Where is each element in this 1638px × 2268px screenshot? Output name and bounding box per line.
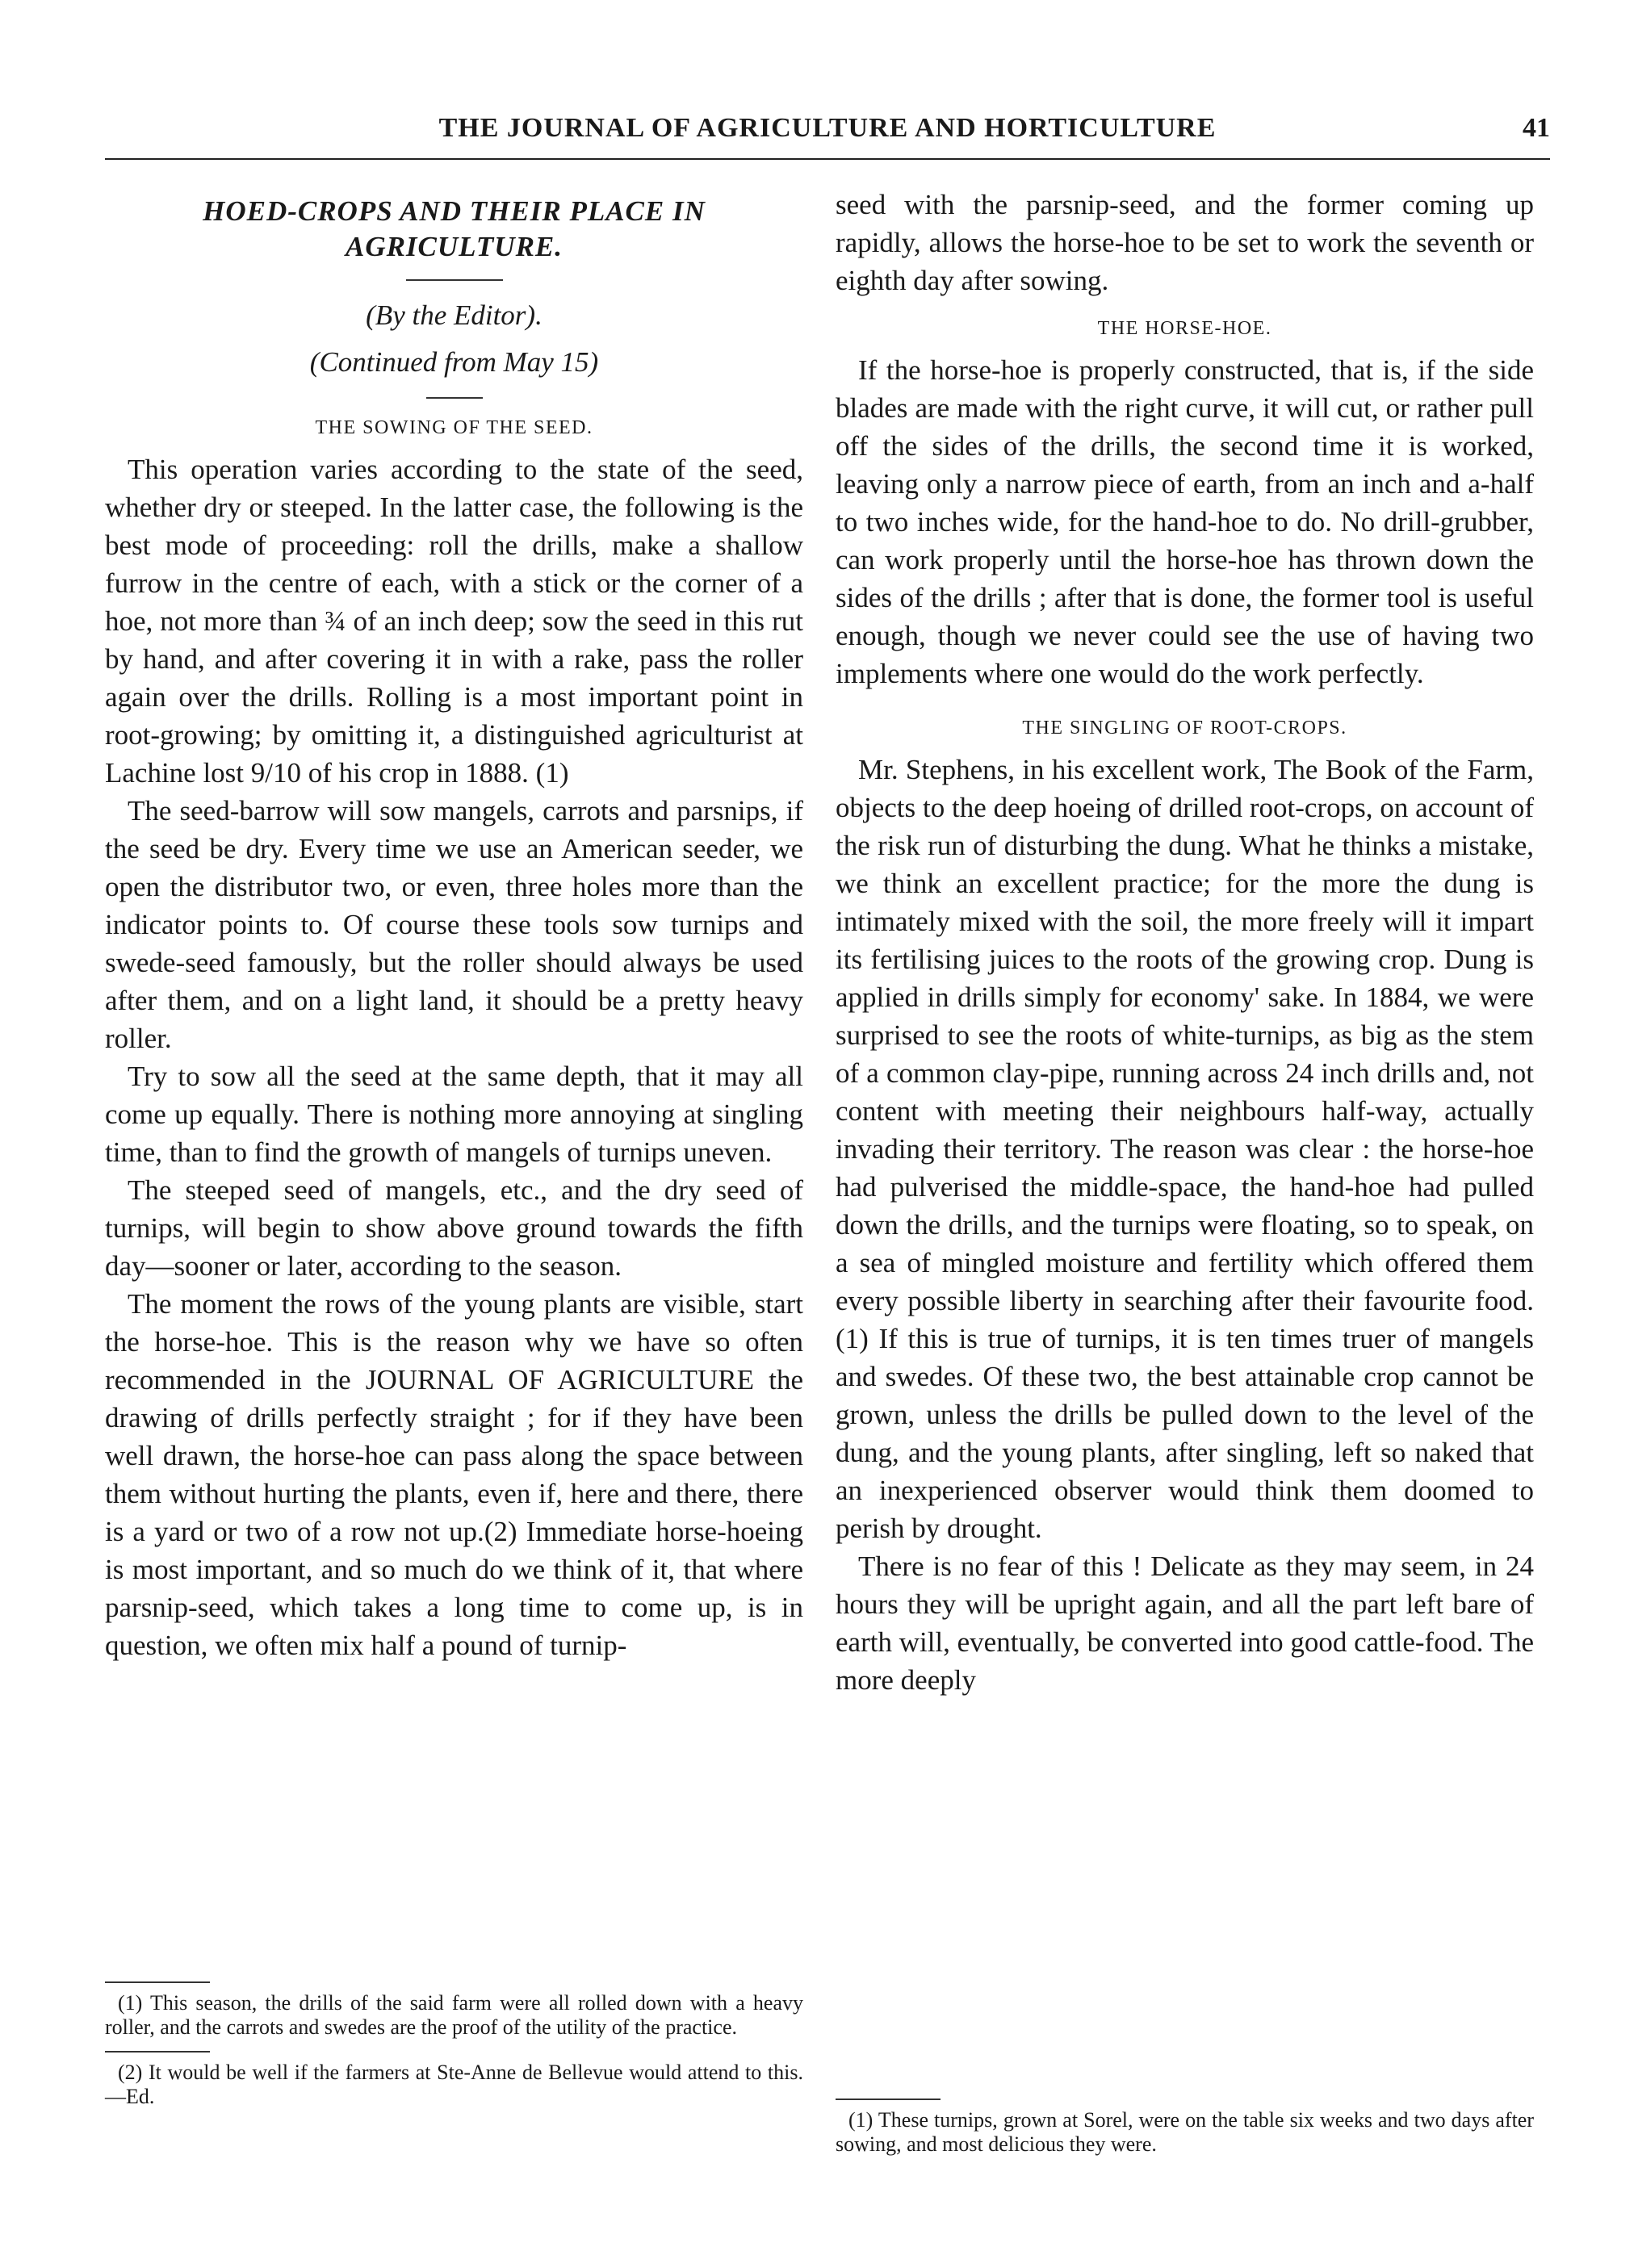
section-heading-horse-hoe: THE HORSE-HOE. [1097, 318, 1272, 339]
journal-title: THE JOURNAL OF AGRICULTURE AND HORTICULTURE [438, 113, 1217, 143]
left-column [105, 186, 803, 1664]
footnote: (1) This season, the drills of the said farm were all rolled down with a heavy roller, and the carrots and swedes are the proof of the utility of the practice. [105, 1991, 803, 2039]
paragraph: The seed-barrow will sow mangels, carrots and parsnips, if the seed be dry. Every time we use an American seeder, we open the distributor two, or even, three holes more than the indicator points to. Of course these tools sow turnips and swede-seed famously, but the roller should always be used after them, and on a light land, it should be a pretty heavy roller. [105, 795, 803, 1054]
footnote: (1) These turnips, grown at Sorel, were on the table six weeks and two days after sowing, and most delicious they were. [836, 2108, 1534, 2156]
article-title: HOED-CROPS AND THEIR PLACE IN AGRICULTURE. [203, 195, 706, 262]
paragraph: Try to sow all the seed at the same depth, that it may all come up equally. There is nothing more annoying at singling time, than to find the growth of mangels of turnips uneven. [105, 1061, 803, 1168]
byline-rule [426, 397, 483, 399]
paragraph: If the horse-hoe is properly constructed, that is, if the side blades are made with the right curve, it will cut, or rather pull off the sides of the drills, the second time it is worked, leaving only a narrow piece of earth, from an inch and a-half to two inches wide, for the hand-hoe to do. No drill-grubber, can work properly until the horse-hoe has thrown down the sides of the drills ; after that is done, the former tool is useful enough, though we never could see the use of having two implements where one would do the work perfectly. [836, 354, 1534, 689]
section-heading-singling: THE SINGLING OF ROOT-CROPS. [1022, 718, 1347, 739]
paragraph: This operation varies according to the state of the seed, whether dry or steeped. In the latter case, the following is the best mode of proceeding: roll the drills, make a shallow furrow in the centre of each, with a stick or the corner of a hoe, not more than ¾ of an inch deep; sow the seed in this rut by hand, and after covering it in with a rake, pass the roller again over the drills. Rolling is a most important point in root-growing; by omitting it, a distinguished agriculturist at Lachine lost 9/10 of his crop in 1888. (1) [105, 454, 803, 789]
title-rule [406, 279, 503, 281]
left-footnotes [105, 1981, 803, 2109]
paragraph: The steeped seed of mangels, etc., and the dry seed of turnips, will begin to show above ground towards the fifth day—sooner or later, according to the season. [105, 1174, 803, 1282]
byline: (By the Editor). [366, 299, 543, 331]
paragraph: The moment the rows of the young plants are visible, start the horse-hoe. This is the reason why we have so often recommended in the JOURNAL OF AGRICULTURE the drawing of drills perfectly straight ; for if they have been well drawn, the horse-hoe can pass along the space between them without hurting the plants, even if, here and there, there is a yard or two of a row not up.(2) Immediate horse-hoeing is most important, and so much do we think of it, that where parsnip-seed, which takes a long time to come up, is in question, we often mix half a pound of turnip- [105, 1288, 803, 1661]
running-head [105, 113, 1550, 152]
paragraph: Mr. Stephens, in his excellent work, The Book of the Farm, objects to the deep hoeing of drilled root-crops, on account of the risk run of disturbing the dung. What he thinks a mistake, we think an excellent practice; for the more the dung is intimately mixed with the soil, the more freely will it impart its fertilising juices to the roots of the growing crop. Dung is applied in drills simply for economy' sake. In 1884, we were surprised to see the roots of white-turnips, as big as the stem of a common clay-pipe, running across 24 inch drills and, not content with meeting their neighbours half-way, actually invading their territory. The reason was clear : the horse-hoe had pulverised the middle-space, the hand-hoe had pulled down the drills, and the turnips were floating, so to speak, on a sea of mingled moisture and fertility which offered them every possible liberty in searching after their favourite food. (1) If this is true of turnips, it is ten times truer of mangels and swedes. Of these two, the best attainable crop cannot be grown, unless the drills be pulled down to the level of the dung, and the young plants, after singling, left so naked that an inexperienced observer would think them doomed to perish by drought. [836, 754, 1534, 1544]
paragraph: There is no fear of this ! Delicate as they may seem, in 24 hours they will be upright again, and all the part left bare of earth will, eventually, be converted into good cattle-food. The more deeply [836, 1550, 1534, 1696]
footnote-rule [836, 2099, 940, 2100]
footnote-rule [105, 2051, 210, 2052]
right-column [836, 186, 1534, 1699]
footnote-rule [105, 1981, 210, 1983]
continued-note: (Continued from May 15) [309, 346, 599, 378]
header-rule [105, 158, 1550, 160]
page-number: 41 [1523, 113, 1550, 143]
paragraph: seed with the parsnip-seed, and the former coming up rapidly, allows the horse-hoe to be set to work the seventh or eighth day after sowing. [836, 189, 1534, 296]
right-footnotes [836, 2099, 1534, 2157]
footnote: (2) It would be well if the farmers at Ste-Anne de Bellevue would attend to this.—Ed. [105, 2061, 803, 2108]
section-heading-sowing: THE SOWING OF THE SEED. [315, 417, 593, 438]
